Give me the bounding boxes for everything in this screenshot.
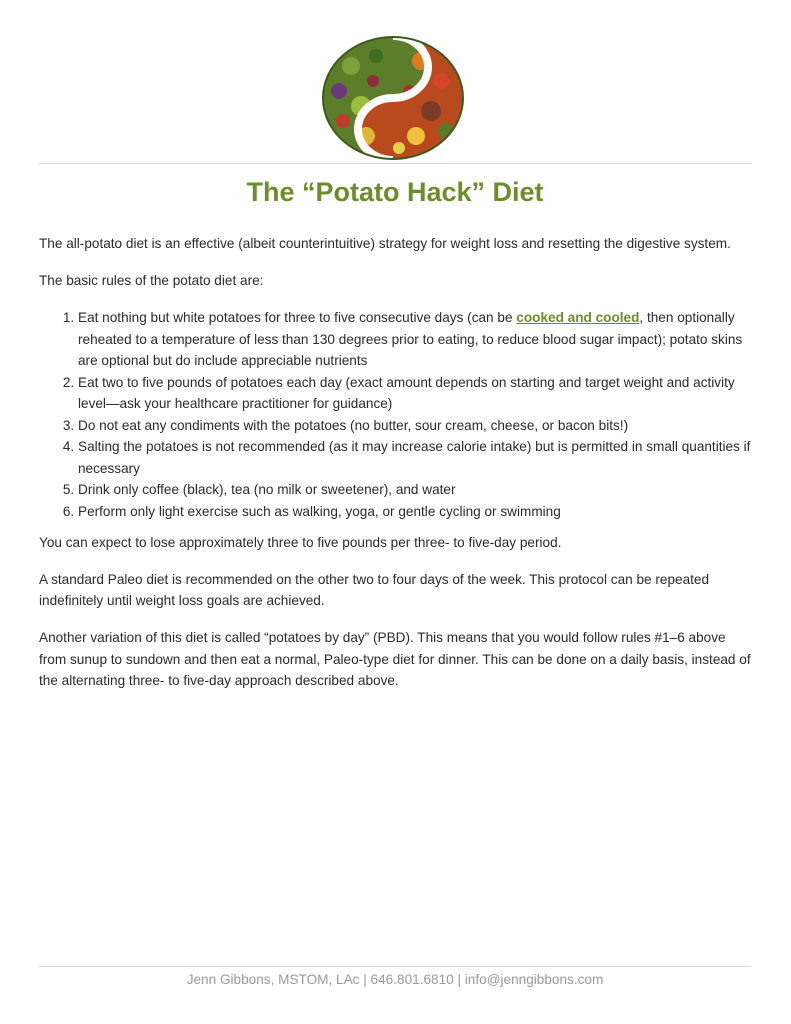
rules-list xyxy=(39,307,754,522)
pbd-paragraph: Another variation of this diet is called “potatoes by day” (PBD). This means that you would follow rules #1–6 above from sunup to sundown and then eat a normal, Paleo-type diet for dinner. This can be done on a daily basis, instead of the alternating three- to five-day approach described above. xyxy=(39,630,751,688)
header-divider xyxy=(39,163,751,164)
footer-divider xyxy=(39,966,751,967)
expect-paragraph: You can expect to lose approximately three to five pounds per three- to five-day period. xyxy=(39,534,562,550)
rule-item-4: 4. Salting the potatoes is not recommended (as it may increase calorie intake) but is permitted in small quantities if necessary xyxy=(78,436,754,479)
intro-paragraph: The all-potato diet is an effective (albeit counterintuitive) strategy for weight loss and resetting the digestive system. xyxy=(39,236,731,251)
rule-1-text-start: Eat nothing but white potatoes for three to five consecutive days (can be xyxy=(78,310,517,325)
rule-1-text-end: , then optionally reheated to a temperature of less than 130 degrees prior to eating, to reduce blood sugar impact); potato skins are optional but do include appreciable nutrients xyxy=(78,310,743,368)
rule-item-3: 3. Do not eat any condiments with the potatoes (no butter, sour cream, cheese, or bacon bits!) xyxy=(78,415,754,437)
rules-lead-paragraph: The basic rules of the potato diet are: xyxy=(39,273,264,288)
yin-yang-fruits-vegetables-logo xyxy=(321,36,465,160)
rule-item-1 xyxy=(78,307,754,372)
document-body xyxy=(39,233,754,707)
footer-contact: Jenn Gibbons, MSTOM, LAc | 646.801.6810 | info@jenngibbons.com xyxy=(186,972,604,987)
paleo-paragraph: A standard Paleo diet is recommended on the other two to four days of the week. This protocol can be repeated indefinitely until weight loss goals are achieved. xyxy=(39,571,710,608)
rule-item-5: 5. Drink only coffee (black), tea (no milk or sweetener), and water xyxy=(78,479,754,501)
rule-item-2: 2. Eat two to five pounds of potatoes each day (exact amount depends on starting and target weight and activity level—ask your healthcare practitioner for guidance) xyxy=(78,372,754,415)
cooked-and-cooled-link[interactable]: cooked and cooled xyxy=(516,310,640,325)
rule-item-6: 6. Perform only light exercise such as walking, yoga, or gentle cycling or swimming xyxy=(78,501,754,523)
page-title: The “Potato Hack” Diet xyxy=(246,177,544,207)
